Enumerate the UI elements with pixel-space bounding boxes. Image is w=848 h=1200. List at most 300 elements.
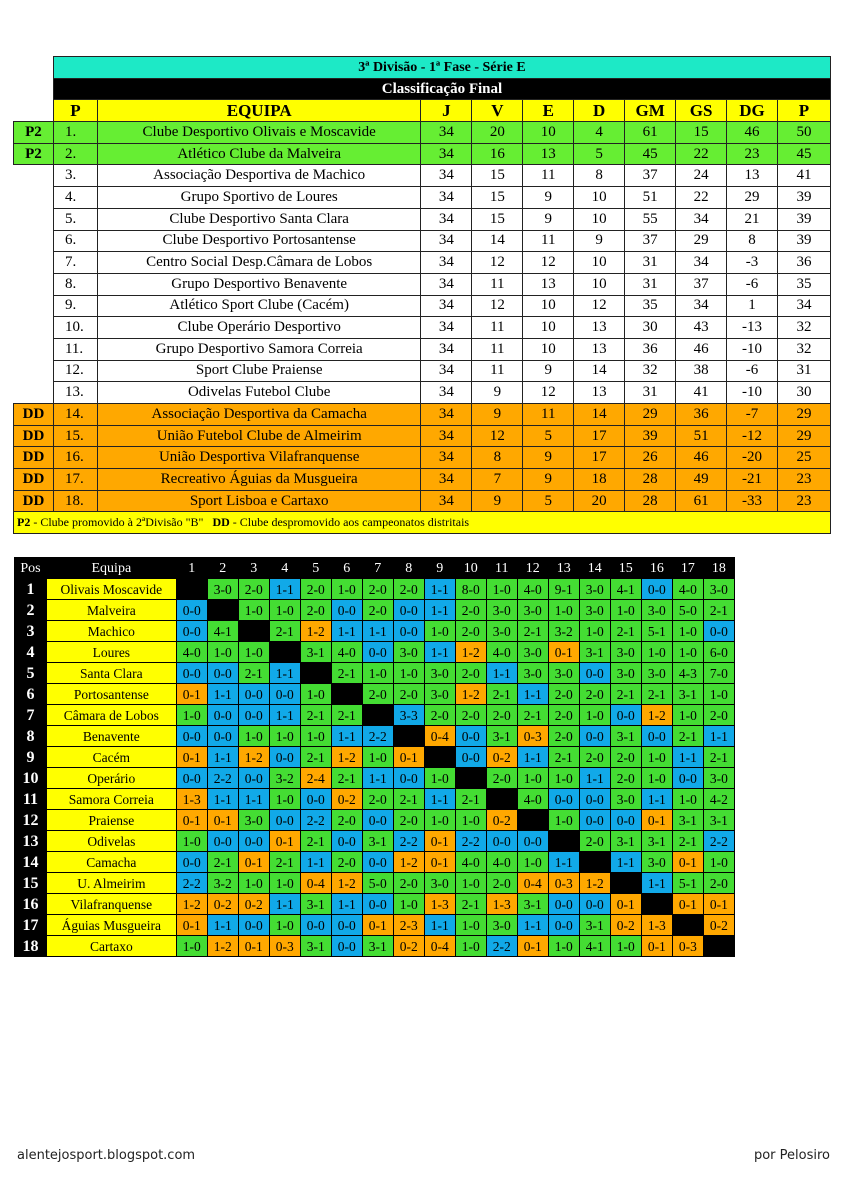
result-cell: 3-0: [610, 789, 641, 810]
matrix-col-header: 2: [207, 558, 238, 579]
blank-cell: [300, 663, 331, 684]
cell-p: 23: [777, 469, 830, 491]
cell-v: 11: [472, 317, 523, 339]
result-cell: 2-0: [548, 705, 579, 726]
cell-e: 11: [523, 230, 574, 252]
cell-e: 11: [523, 404, 574, 426]
cell-team: Sport Lisboa e Cartaxo: [97, 490, 421, 512]
cell-pos: 9.: [53, 295, 97, 317]
result-cell: 0-1: [362, 915, 393, 936]
cell-dg: -6: [727, 360, 778, 382]
cell-gm: 31: [625, 382, 676, 404]
cell-v: 11: [472, 273, 523, 295]
result-cell: 0-0: [393, 600, 424, 621]
matrix-row-team: U. Almeirim: [46, 873, 176, 894]
result-cell: 1-1: [331, 621, 362, 642]
blank-cell: [207, 600, 238, 621]
standings-row: [14, 165, 831, 187]
result-cell: 1-1: [269, 579, 300, 600]
matrix-col-header: 9: [424, 558, 455, 579]
result-cell: 1-0: [300, 684, 331, 705]
result-cell: 1-3: [641, 915, 672, 936]
result-cell: 1-1: [486, 663, 517, 684]
matrix-col-header: 11: [486, 558, 517, 579]
cell-dg: -10: [727, 382, 778, 404]
cell-gm: 37: [625, 165, 676, 187]
result-cell: 2-0: [393, 873, 424, 894]
matrix-col-header: 14: [579, 558, 610, 579]
result-cell: 0-0: [207, 663, 238, 684]
cell-j: 34: [421, 490, 472, 512]
matrix-col-header: 13: [548, 558, 579, 579]
matrix-row: [15, 810, 735, 831]
result-cell: 3-0: [641, 600, 672, 621]
cell-e: 10: [523, 338, 574, 360]
matrix-col-header: 15: [610, 558, 641, 579]
result-cell: 1-0: [424, 810, 455, 831]
result-cell: 0-1: [176, 810, 207, 831]
matrix-row: [15, 768, 735, 789]
zone-badge: [14, 338, 54, 360]
result-cell: 3-1: [703, 810, 734, 831]
result-cell: 4-0: [486, 852, 517, 873]
standings-row: [14, 425, 831, 447]
result-cell: 1-0: [641, 642, 672, 663]
result-cell: 2-0: [486, 873, 517, 894]
result-cell: 0-0: [269, 747, 300, 768]
result-cell: 1-1: [362, 768, 393, 789]
cell-d: 13: [574, 338, 625, 360]
result-cell: 1-1: [517, 915, 548, 936]
result-cell: 2-0: [455, 600, 486, 621]
cell-v: 12: [472, 252, 523, 274]
blank-cell: [331, 684, 362, 705]
header-cell: D: [574, 100, 625, 122]
result-cell: 0-1: [238, 852, 269, 873]
blank-cell: [486, 789, 517, 810]
result-cell: 1-0: [300, 726, 331, 747]
result-cell: 3-1: [300, 894, 331, 915]
result-cell: 2-1: [300, 831, 331, 852]
cell-j: 34: [421, 360, 472, 382]
result-cell: 1-1: [579, 768, 610, 789]
matrix-row: [15, 747, 735, 768]
result-cell: 0-0: [176, 768, 207, 789]
header-cell: P: [53, 100, 97, 122]
cell-v: 16: [472, 143, 523, 165]
result-cell: 0-0: [207, 726, 238, 747]
result-cell: 2-2: [176, 873, 207, 894]
matrix-row-pos: 2: [15, 600, 47, 621]
cell-gs: 61: [676, 490, 727, 512]
matrix-row-team: Águias Musgueira: [46, 915, 176, 936]
legend-part: - Clube promovido à 2ªDivisão "B": [30, 515, 213, 530]
blank-cell: [238, 621, 269, 642]
result-cell: 1-1: [207, 747, 238, 768]
cell-j: 34: [421, 382, 472, 404]
result-cell: 0-4: [300, 873, 331, 894]
cell-gm: 37: [625, 230, 676, 252]
result-cell: 1-1: [548, 852, 579, 873]
result-cell: 1-1: [424, 579, 455, 600]
result-cell: 1-1: [331, 894, 362, 915]
result-cell: 0-2: [703, 915, 734, 936]
cell-v: 15: [472, 165, 523, 187]
result-cell: 0-1: [207, 810, 238, 831]
result-cell: 1-0: [548, 600, 579, 621]
standings-row: [14, 360, 831, 382]
blank-cell: [393, 726, 424, 747]
cell-p: 29: [777, 404, 830, 426]
result-cell: 2-0: [424, 705, 455, 726]
result-cell: 2-2: [393, 831, 424, 852]
zone-badge: [14, 317, 54, 339]
result-cell: 1-0: [703, 684, 734, 705]
cell-e: 10: [523, 317, 574, 339]
matrix-col-header: 12: [517, 558, 548, 579]
result-cell: 3-1: [610, 831, 641, 852]
result-cell: 2-0: [393, 579, 424, 600]
cell-gm: 35: [625, 295, 676, 317]
result-cell: 0-0: [548, 915, 579, 936]
result-cell: 3-2: [548, 621, 579, 642]
result-cell: 0-0: [517, 831, 548, 852]
result-cell: 1-0: [238, 642, 269, 663]
header-cell: EQUIPA: [97, 100, 421, 122]
cell-gs: 38: [676, 360, 727, 382]
cell-p: 36: [777, 252, 830, 274]
result-cell: 2-0: [455, 705, 486, 726]
result-cell: 0-0: [579, 894, 610, 915]
result-cell: 1-0: [176, 705, 207, 726]
cell-e: 12: [523, 382, 574, 404]
blank-cell: [455, 768, 486, 789]
matrix-row: [15, 621, 735, 642]
matrix-row: [15, 579, 735, 600]
result-cell: 1-1: [331, 726, 362, 747]
result-cell: 0-0: [703, 621, 734, 642]
cell-p: 32: [777, 338, 830, 360]
zone-badge: DD: [14, 490, 54, 512]
matrix-row-team: Santa Clara: [46, 663, 176, 684]
cell-d: 12: [574, 295, 625, 317]
result-cell: 0-1: [393, 747, 424, 768]
result-cell: 0-1: [641, 810, 672, 831]
result-cell: 2-0: [579, 747, 610, 768]
cell-j: 34: [421, 122, 472, 144]
cell-pos: 2.: [53, 143, 97, 165]
matrix-row-pos: 11: [15, 789, 47, 810]
result-cell: 0-1: [269, 831, 300, 852]
zone-badge: [14, 165, 54, 187]
result-cell: 0-0: [300, 915, 331, 936]
result-cell: 1-0: [393, 894, 424, 915]
result-cell: 4-0: [672, 579, 703, 600]
result-cell: 0-0: [579, 810, 610, 831]
matrix-row-team: Portosantense: [46, 684, 176, 705]
result-cell: 0-0: [238, 915, 269, 936]
result-cell: 1-1: [424, 789, 455, 810]
matrix-row-pos: 1: [15, 579, 47, 600]
cell-dg: -3: [727, 252, 778, 274]
result-cell: 1-1: [424, 915, 455, 936]
result-cell: 1-1: [610, 852, 641, 873]
result-cell: 1-0: [238, 873, 269, 894]
result-cell: 4-0: [486, 642, 517, 663]
result-cell: 3-1: [517, 894, 548, 915]
cell-gm: 55: [625, 208, 676, 230]
result-cell: 1-3: [486, 894, 517, 915]
result-cell: 2-1: [486, 684, 517, 705]
result-cell: 0-0: [331, 600, 362, 621]
result-cell: 2-1: [610, 684, 641, 705]
result-cell: 1-1: [672, 747, 703, 768]
result-cell: 0-0: [579, 663, 610, 684]
header-cell: V: [472, 100, 523, 122]
cell-v: 11: [472, 338, 523, 360]
matrix-row: [15, 726, 735, 747]
result-cell: 0-1: [610, 894, 641, 915]
matrix-row-team: Samora Correia: [46, 789, 176, 810]
result-cell: 3-0: [486, 621, 517, 642]
result-cell: 4-0: [455, 852, 486, 873]
result-cell: 0-0: [455, 726, 486, 747]
matrix-row-team: Cartaxo: [46, 936, 176, 957]
matrix-col-header: 6: [331, 558, 362, 579]
result-cell: 0-0: [176, 726, 207, 747]
matrix-row-team: Operário: [46, 768, 176, 789]
result-cell: 0-0: [362, 642, 393, 663]
legend-part: P2: [17, 515, 31, 530]
result-cell: 1-1: [207, 684, 238, 705]
result-cell: 1-1: [238, 789, 269, 810]
matrix-row: [15, 894, 735, 915]
zone-badge: [14, 230, 54, 252]
result-cell: 3-0: [579, 579, 610, 600]
result-cell: 1-0: [455, 873, 486, 894]
result-cell: 2-0: [579, 831, 610, 852]
matrix-row-team: Praiense: [46, 810, 176, 831]
results-matrix: [14, 557, 735, 957]
result-cell: 2-0: [548, 684, 579, 705]
result-cell: 1-0: [672, 705, 703, 726]
cell-pos: 11.: [53, 338, 97, 360]
result-cell: 0-0: [238, 684, 269, 705]
matrix-row: [15, 705, 735, 726]
cell-v: 20: [472, 122, 523, 144]
matrix-row: [15, 852, 735, 873]
matrix-row: [15, 831, 735, 852]
header-cell: J: [421, 100, 472, 122]
cell-team: União Desportiva Vilafranquense: [97, 447, 421, 469]
result-cell: 1-1: [424, 642, 455, 663]
result-cell: 3-0: [641, 852, 672, 873]
result-cell: 1-0: [362, 663, 393, 684]
matrix-row: [15, 936, 735, 957]
result-cell: 2-1: [331, 705, 362, 726]
cell-team: Atlético Sport Clube (Cacém): [97, 295, 421, 317]
cell-team: Clube Desportivo Olivais e Moscavide: [97, 122, 421, 144]
cell-pos: 7.: [53, 252, 97, 274]
cell-p: 50: [777, 122, 830, 144]
matrix-row: [15, 684, 735, 705]
cell-dg: -20: [727, 447, 778, 469]
result-cell: 1-0: [269, 873, 300, 894]
cell-gs: 29: [676, 230, 727, 252]
matrix-row-pos: 4: [15, 642, 47, 663]
result-cell: 4-0: [176, 642, 207, 663]
result-cell: 0-0: [207, 831, 238, 852]
cell-p: 41: [777, 165, 830, 187]
cell-j: 34: [421, 143, 472, 165]
result-cell: 2-1: [269, 852, 300, 873]
matrix-row-team: Camacha: [46, 852, 176, 873]
result-cell: 3-0: [517, 663, 548, 684]
result-cell: 3-1: [672, 810, 703, 831]
cell-j: 34: [421, 252, 472, 274]
result-cell: 0-1: [176, 684, 207, 705]
cell-p: 32: [777, 317, 830, 339]
zone-badge: [14, 273, 54, 295]
result-cell: 3-0: [238, 810, 269, 831]
matrix-row-pos: 3: [15, 621, 47, 642]
matrix-row: [15, 915, 735, 936]
zone-badge: DD: [14, 469, 54, 491]
cell-d: 10: [574, 252, 625, 274]
result-cell: 0-0: [579, 789, 610, 810]
result-cell: 1-0: [238, 726, 269, 747]
result-cell: 0-0: [238, 831, 269, 852]
result-cell: 0-0: [238, 705, 269, 726]
result-cell: 0-0: [548, 894, 579, 915]
zone-badge: [14, 208, 54, 230]
result-cell: 3-0: [486, 600, 517, 621]
result-cell: 3-2: [269, 768, 300, 789]
result-cell: 1-1: [641, 873, 672, 894]
standings-row: [14, 208, 831, 230]
result-cell: 2-2: [207, 768, 238, 789]
cell-team: Recreativo Águias da Musgueira: [97, 469, 421, 491]
result-cell: 1-0: [424, 621, 455, 642]
matrix-row-pos: 9: [15, 747, 47, 768]
matrix-row: [15, 873, 735, 894]
cell-gs: 51: [676, 425, 727, 447]
standings-row: [14, 317, 831, 339]
matrix-row-pos: 15: [15, 873, 47, 894]
standings-row: [14, 295, 831, 317]
result-cell: 4-1: [207, 621, 238, 642]
result-cell: 2-0: [486, 705, 517, 726]
cell-e: 13: [523, 273, 574, 295]
cell-pos: 15.: [53, 425, 97, 447]
result-cell: 0-1: [641, 936, 672, 957]
result-cell: 0-0: [238, 768, 269, 789]
cell-j: 34: [421, 187, 472, 209]
cell-dg: 1: [727, 295, 778, 317]
result-cell: 3-0: [517, 600, 548, 621]
cell-p: 39: [777, 208, 830, 230]
result-cell: 3-1: [300, 642, 331, 663]
result-cell: 0-1: [238, 936, 269, 957]
result-cell: 0-0: [455, 747, 486, 768]
result-cell: 0-0: [331, 936, 362, 957]
legend-part: - Clube despromovido aos campeonatos distritais: [229, 515, 470, 530]
cell-dg: 21: [727, 208, 778, 230]
cell-team: Grupo Sportivo de Loures: [97, 187, 421, 209]
result-cell: 8-0: [455, 579, 486, 600]
result-cell: 1-2: [455, 642, 486, 663]
result-cell: 2-1: [672, 831, 703, 852]
result-cell: 1-0: [393, 663, 424, 684]
result-cell: 2-0: [300, 600, 331, 621]
cell-p: 25: [777, 447, 830, 469]
result-cell: 1-3: [424, 894, 455, 915]
result-cell: 1-0: [486, 579, 517, 600]
result-cell: 2-3: [393, 915, 424, 936]
cell-team: União Futebol Clube de Almeirim: [97, 425, 421, 447]
matrix-row-team: Machico: [46, 621, 176, 642]
cell-e: 13: [523, 143, 574, 165]
cell-j: 34: [421, 469, 472, 491]
zone-badge: [14, 252, 54, 274]
result-cell: 5-0: [672, 600, 703, 621]
result-cell: 1-2: [207, 936, 238, 957]
cell-gm: 31: [625, 252, 676, 274]
result-cell: 2-4: [300, 768, 331, 789]
matrix-col-header: 8: [393, 558, 424, 579]
result-cell: 1-0: [517, 768, 548, 789]
zone-badge: DD: [14, 425, 54, 447]
cell-e: 5: [523, 425, 574, 447]
zone-badge: [14, 295, 54, 317]
cell-d: 14: [574, 360, 625, 382]
result-cell: 2-1: [393, 789, 424, 810]
matrix-row-team: Benavente: [46, 726, 176, 747]
cell-dg: 29: [727, 187, 778, 209]
cell-gs: 22: [676, 143, 727, 165]
cell-p: 35: [777, 273, 830, 295]
standings-row: [14, 338, 831, 360]
result-cell: 3-1: [610, 726, 641, 747]
cell-dg: -21: [727, 469, 778, 491]
result-cell: 4-3: [672, 663, 703, 684]
cell-team: Clube Desportivo Portosantense: [97, 230, 421, 252]
result-cell: 0-0: [548, 789, 579, 810]
result-cell: 0-2: [486, 810, 517, 831]
matrix-col-header: 7: [362, 558, 393, 579]
cell-dg: -6: [727, 273, 778, 295]
cell-pos: 13.: [53, 382, 97, 404]
cell-e: 9: [523, 469, 574, 491]
standings-row: [14, 252, 831, 274]
standings-header: [14, 100, 831, 122]
cell-team: Sport Clube Praiense: [97, 360, 421, 382]
result-cell: 1-2: [300, 621, 331, 642]
cell-gm: 32: [625, 360, 676, 382]
cell-gs: 15: [676, 122, 727, 144]
cell-team: Associação Desportiva de Machico: [97, 165, 421, 187]
result-cell: 2-0: [548, 726, 579, 747]
cell-v: 15: [472, 208, 523, 230]
matrix-row-pos: 18: [15, 936, 47, 957]
zone-badge: [14, 382, 54, 404]
result-cell: 1-0: [641, 768, 672, 789]
result-cell: 2-1: [269, 621, 300, 642]
result-cell: 0-0: [672, 768, 703, 789]
result-cell: 0-2: [610, 915, 641, 936]
result-cell: 1-0: [269, 600, 300, 621]
matrix-col-header: 3: [238, 558, 269, 579]
